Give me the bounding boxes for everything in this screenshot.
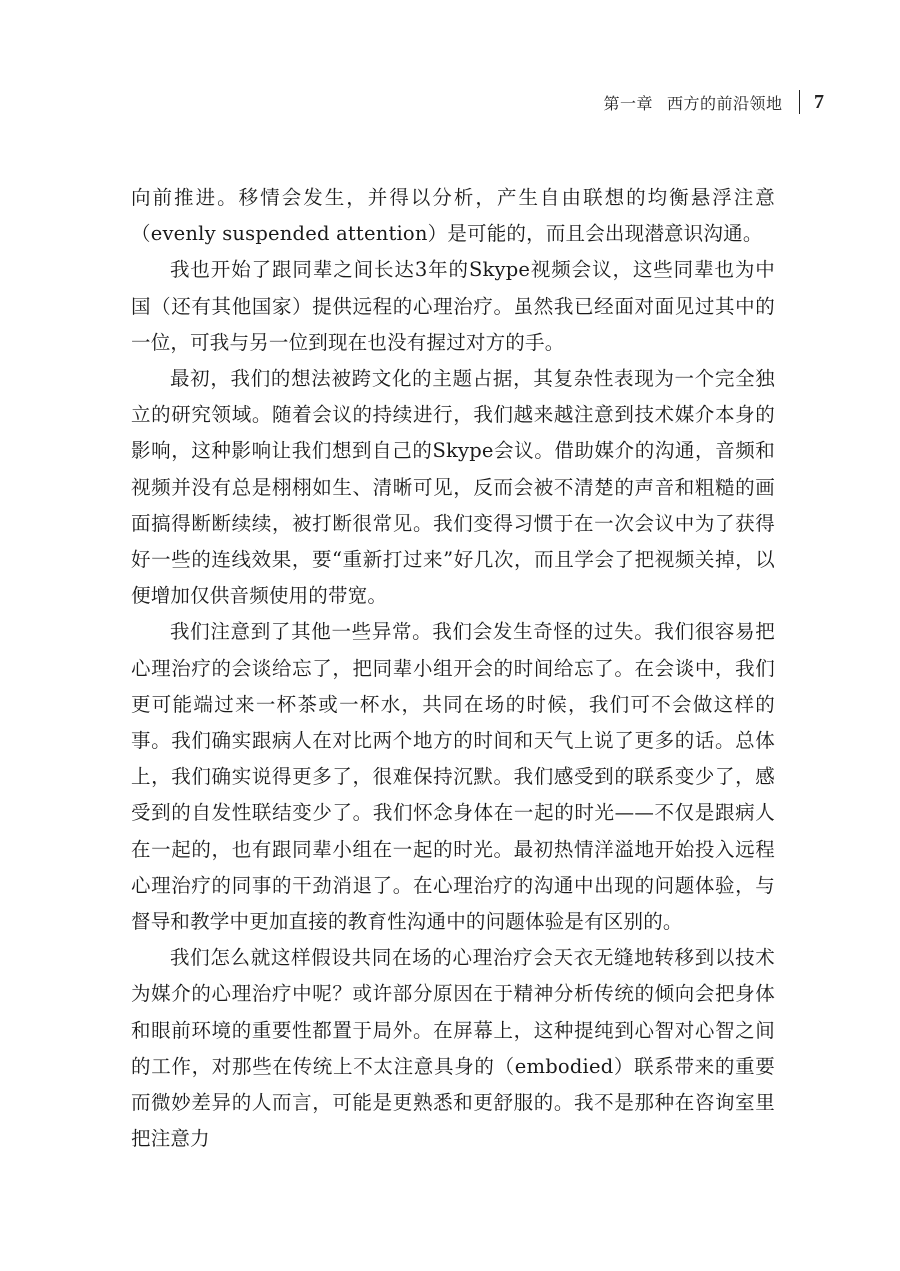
paragraph: 我也开始了跟同辈之间长达3年的Skype视频会议，这些同辈也为中国（还有其他国家）提供远程的心理治疗。虽然我已经面对面见过其中的一位，可我与另一位到现在也没有握过对方的手。 — [131, 258, 775, 354]
paragraph: 我们怎么就这样假设共同在场的心理治疗会天衣无缝地转移到以技术为媒介的心理治疗中呢？或许部分原因在于精神分析传统的倾向会把身体和眼前环境的重要性都置于局外。在屏幕上，这种提纯到心智对心智之间的工作，对那些在传统上不太注意具身的（embodied）联系带来的重要而微妙差异的人而言，可能是更熟悉和更舒服的。我不是那种在咨询室里把注意力 — [131, 946, 775, 1151]
body-text — [131, 180, 775, 1157]
paragraph: 最初，我们的想法被跨文化的主题占据，其复杂性表现为一个完全独立的研究领域。随着会议的持续进行，我们越来越注意到技术媒介本身的影响，这种影响让我们想到自己的Skype会议。借助媒介的沟通，音频和视频并没有总是栩栩如生、清晰可见，反而会被不清楚的声音和粗糙的画面搞得断断续续，被打断很常见。我们变得习惯于在一次会议中为了获得好一些的连线效果，要“重新打过来”好几次，而且学会了把视频关掉，以便增加仅供音频使用的带宽。 — [131, 367, 775, 608]
paragraph: 我们注意到了其他一些异常。我们会发生奇怪的过失。我们很容易把心理治疗的会谈给忘了，把同辈小组开会的时间给忘了。在会谈中，我们更可能端过来一杯茶或一杯水，共同在场的时候，我们可不会做这样的事。我们确实跟病人在对比两个地方的时间和天气上说了更多的话。总体上，我们确实说得更多了，很难保持沉默。我们感受到的联系变少了，感受到的自发性联结变少了。我们怀念身体在一起的时光——不仅是跟病人在一起的，也有跟同辈小组在一起的时光。最初热情洋溢地开始投入远程心理治疗的同事的干劲消退了。在心理治疗的沟通中出现的问题体验，与督导和教学中更加直接的教育性沟通中的问题体验是有区别的。 — [131, 620, 775, 934]
header-divider — [799, 90, 801, 114]
running-head — [603, 88, 824, 116]
page-number: 7 — [814, 90, 824, 113]
chapter-title: 西方的前沿领地 — [666, 93, 783, 113]
paragraph: 向前推进。移情会发生，并得以分析，产生自由联想的均衡悬浮注意（evenly suspended attention）是可能的，而且会出现潜意识沟通。 — [131, 186, 775, 246]
chapter-label: 第一章 — [603, 93, 653, 113]
